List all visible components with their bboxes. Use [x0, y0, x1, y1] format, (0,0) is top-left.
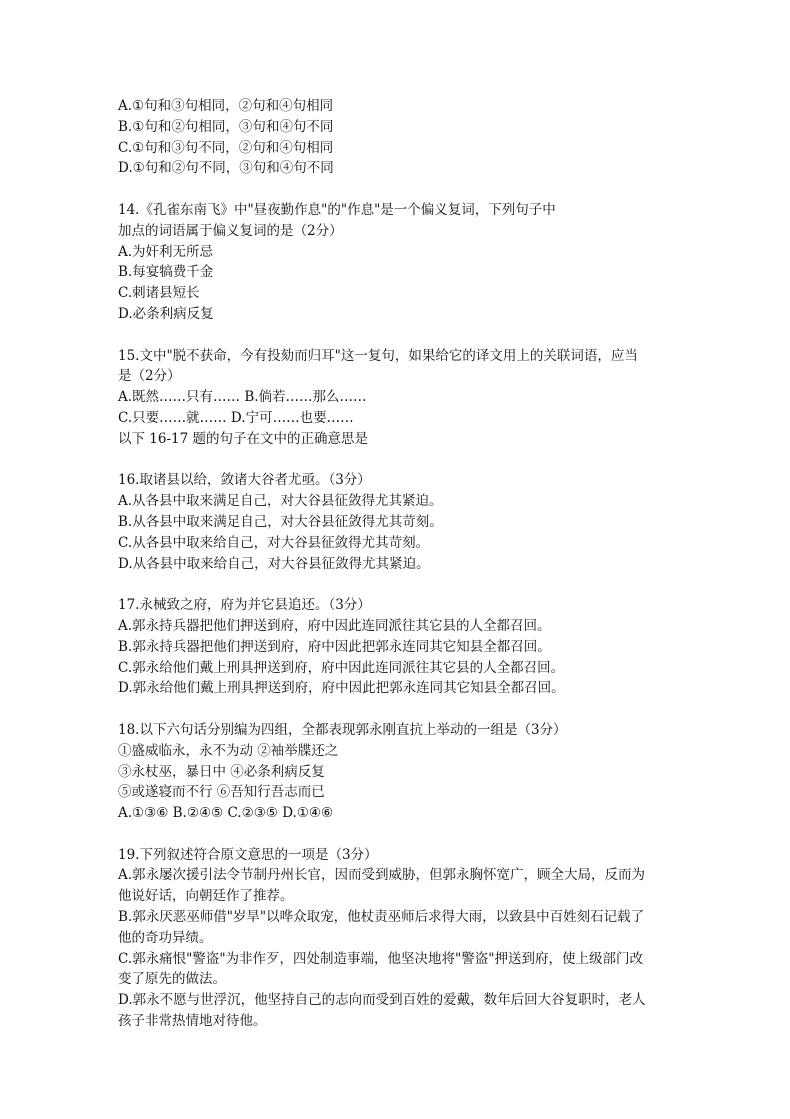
q19-option-a-line1: A.郭永屡次援引法令节制丹州长官，因而受到威胁，但郭永胸怀宽广，顾全大局，反而为 [118, 867, 646, 884]
q19-option-b-line1: B.郭永厌恶巫师借"岁旱"以哗众取宠，他杖责巫师后求得大雨，以致县中百姓刻石记载了 [118, 909, 645, 926]
q18-items-line2: ③永杖巫，暴日中 ④必条利病反复 [118, 763, 325, 780]
q19-option-b-line2: 他的奇功异绩。 [118, 929, 213, 946]
q14-option-d: D.必条利病反复 [118, 305, 214, 322]
spacer [118, 450, 678, 471]
q16-option-d: D.从各县中取来给自己，对大谷县征敛得尤其紧迫。 [118, 555, 430, 572]
question-14 [118, 200, 678, 325]
q15-options-line2: C.只要……就…… D.宁可……也要…… [118, 409, 354, 426]
q17-option-b: B.郭永持兵器把他们押送到府，府中因此把郭永连同其它知县全都召回。 [118, 638, 551, 655]
q16-option-c: C.从各县中取来给自己，对大谷县征敛得尤其苛刻。 [118, 534, 430, 551]
question-19 [118, 845, 678, 1032]
q19-option-c-line1: C.郭永痛恨"警盗"为非作歹，四处制造事端，他坚决地将"警盗"押送到府，使上级部门改 [118, 950, 643, 967]
q18-options: A.①③⑥ B.②④⑤ C.②③⑤ D.①④⑥ [118, 805, 334, 822]
q19-option-d-line2: 孩子非常热情地对待他。 [118, 1013, 267, 1030]
q17-option-d: D.郭永给他们戴上刑具押送到府，府中因此把郭永连同其它知县全都召回。 [118, 680, 565, 697]
q16-stem: 16.取诸县以给，敛诸大谷者尤亟。（3分） [118, 472, 371, 489]
q19-stem: 19.下列叙述符合原文意思的一项是（3分） [118, 846, 378, 863]
q16-17-instruction: 以下 16-17 题的句子在文中的正确意思是 [118, 430, 369, 447]
q16-option-a: A.从各县中取来满足自己，对大谷县征敛得尤其紧迫。 [118, 493, 443, 510]
question-16 [118, 470, 678, 574]
q17-stem: 17.永械致之府，府为并它县追还。（3分） [118, 597, 371, 614]
q19-option-a-line2: 他说好话，向朝廷作了推荐。 [118, 888, 294, 905]
spacer [118, 325, 678, 346]
q19-option-c-line2: 变了原先的做法。 [118, 971, 226, 988]
q14-stem-line1: 14.《孔雀东南飞》中"昼夜勤作息"的"作息"是一个偏义复词，下列句子中 [118, 201, 556, 218]
q13-option-c: C.①句和③句不同，②句和④句相同 [118, 139, 334, 156]
q17-option-a: A.郭永持兵器把他们押送到府，府中因此连同派往其它县的人全都召回。 [118, 617, 551, 634]
q18-items-line1: ①盛威临永，永不为动 ②袖举牒还之 [118, 742, 339, 759]
q13-option-b: B.①句和②句相同，③句和④句不同 [118, 118, 334, 135]
spacer [118, 574, 678, 595]
q18-items-line3: ⑤或遂寝而不行 ⑥吾知行吾志而已 [118, 784, 325, 801]
question-15 [118, 346, 678, 450]
q14-option-a: A.为奸利无所忌 [118, 243, 214, 260]
q13-option-d: D.①句和②句不同，③句和④句不同 [118, 160, 334, 177]
question-17 [118, 595, 678, 699]
q14-option-c: C.刺诸县短长 [118, 285, 200, 302]
question-18 [118, 720, 678, 824]
q13-option-a: A.①句和③句相同，②句和④句相同 [118, 98, 334, 114]
q15-options-line1: A.既然……只有…… B.倘若……那么…… [118, 389, 367, 406]
spacer [118, 179, 678, 200]
q15-stem-line1: 15.文中"脱不获命，今有投劾而归耳"这一复句，如果给它的译文用上的关联词语，应当 [118, 347, 638, 364]
exam-page [118, 96, 678, 1032]
q13-options [118, 96, 678, 179]
q16-option-b: B.从各县中取来满足自己，对大谷县征敛得尤其苛刻。 [118, 513, 443, 530]
q19-option-d-line1: D.郭永不愿与世浮沉，他坚持自己的志向而受到百姓的爱戴，数年后回大谷复职时，老人 [118, 992, 646, 1009]
q15-stem-line2: 是（2分） [118, 368, 181, 385]
q14-option-b: B.每宴犒费千金 [118, 264, 214, 281]
spacer [118, 824, 678, 845]
q17-option-c: C.郭永给他们戴上刑具押送到府，府中因此连同派往其它县的人全都召回。 [118, 659, 565, 676]
q14-stem-line2: 加点的词语属于偏义复词的是（2分） [118, 222, 343, 239]
spacer [118, 699, 678, 720]
q18-stem: 18.以下六句话分别编为四组，全都表现郭永刚直抗上举动的一组是（3分） [118, 721, 567, 738]
